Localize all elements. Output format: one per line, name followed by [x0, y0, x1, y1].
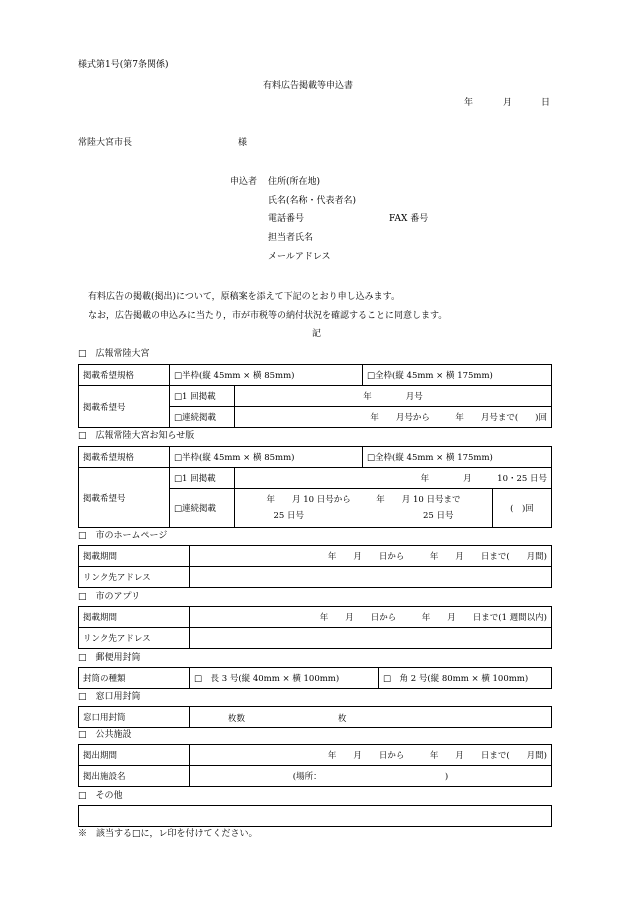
section-title-other: □ その他	[78, 791, 123, 801]
homepage-link-label: リンク先アドレス	[79, 567, 190, 588]
window-count-unit: 枚	[338, 714, 347, 724]
footer-note: ※ 該当する□に，レ印を付けてください。	[78, 829, 258, 839]
koho-full-option[interactable]: □全枠(縦 45mm × 横 175mm)	[363, 365, 552, 386]
envelope-type-label: 封筒の種類	[79, 668, 190, 689]
date-day: 日	[541, 98, 551, 108]
homepage-period-value[interactable]: 年 月 日から 年 月 日まで( 月間)	[190, 546, 552, 567]
koho-once-option[interactable]: □1 回掲載	[170, 386, 235, 407]
koho-cont-value[interactable]: 年 月号から 年 月号まで( )回	[235, 407, 552, 428]
window-label: 窓口用封筒	[79, 707, 190, 728]
applicant-email: メールアドレス	[268, 252, 331, 262]
addressee: 常陸大宮市長	[78, 138, 133, 148]
homepage-period-label: 掲載期間	[79, 546, 190, 567]
envelope-option-naga3[interactable]: □ 長 3 号(縦 40mm × 横 100mm)	[190, 668, 379, 689]
other-table	[78, 805, 552, 827]
koho-once-value[interactable]: 年 月号	[235, 386, 552, 407]
facility-name-label: 掲出施設名	[79, 766, 190, 787]
oshirase-cont-count[interactable]: ( )回	[493, 489, 552, 528]
applicant-label: 申込者	[230, 177, 258, 187]
homepage-link-input[interactable]	[190, 567, 552, 588]
addressee-suffix: 様	[238, 138, 248, 148]
date-year: 年	[464, 98, 474, 108]
window-count-label: 枚数	[228, 714, 246, 724]
app-table	[78, 606, 552, 649]
applicant-address: 住所(所在地)	[268, 177, 321, 187]
applicant-name: 氏名(名称・代表者名)	[268, 196, 357, 206]
oshirase-table	[78, 446, 552, 528]
envelope-table	[78, 667, 552, 689]
app-link-label: リンク先アドレス	[79, 628, 190, 649]
oshirase-once-option[interactable]: □1 回掲載	[170, 468, 235, 489]
facility-period-value[interactable]: 年 月 日から 年 月 日まで( 月間)	[190, 745, 552, 766]
oshirase-half-option[interactable]: □半枠(縦 45mm × 横 85mm)	[170, 447, 363, 468]
facility-period-label: 掲出期間	[79, 745, 190, 766]
facility-table	[78, 744, 552, 787]
section-title-koho: □ 広報常陸大宮	[78, 349, 150, 359]
koho-size-label: 掲載希望規格	[79, 365, 170, 386]
body-paragraph-1: 有料広告の掲載(掲出)について，原稿案を添えて下記のとおり申し込みます。	[88, 292, 400, 302]
date-month: 月	[503, 98, 513, 108]
facility-place-value[interactable]: (場所： )	[190, 766, 552, 787]
other-input[interactable]	[79, 806, 552, 827]
homepage-table	[78, 545, 552, 588]
section-title-app: □ 市のアプリ	[78, 592, 141, 602]
oshirase-cont-line-2: 25 日号 25 日号	[273, 511, 454, 521]
oshirase-size-label: 掲載希望規格	[79, 447, 170, 468]
body-paragraph-2: なお，広告掲載の申込みに当たり，市が市税等の納付状況を確認することに同意します。	[88, 311, 448, 321]
app-period-label: 掲載期間	[79, 607, 190, 628]
section-title-homepage: □ 市のホームページ	[78, 531, 168, 541]
oshirase-cont-value[interactable]	[235, 489, 493, 528]
oshirase-cont-option[interactable]: □連続掲載	[170, 489, 235, 528]
ki-heading: 記	[312, 329, 322, 339]
oshirase-issue-label: 掲載希望号	[79, 468, 170, 528]
section-title-facility: □ 公共施設	[78, 730, 132, 740]
koho-half-option[interactable]: □半枠(縦 45mm × 横 85mm)	[170, 365, 363, 386]
section-title-window: □ 窓口用封筒	[78, 692, 141, 702]
envelope-option-kaku2[interactable]: □ 角 2 号(縦 80mm × 横 100mm)	[379, 668, 552, 689]
oshirase-once-value[interactable]: 年 月 10・25 日号	[235, 468, 552, 489]
koho-cont-option[interactable]: □連続掲載	[170, 407, 235, 428]
form-title: 有料広告掲載等申込書	[263, 81, 354, 91]
app-link-input[interactable]	[190, 628, 552, 649]
window-table	[78, 706, 552, 728]
app-period-value[interactable]: 年 月 日から 年 月 日まで(1 週間以内)	[190, 607, 552, 628]
form-number: 様式第1号(第7条関係)	[78, 60, 169, 70]
koho-table	[78, 364, 552, 428]
applicant-contact: 担当者氏名	[268, 233, 314, 243]
oshirase-cont-line-1: 年 月 10 日号から 年 月 10 日号まで	[266, 494, 461, 505]
section-title-oshirase: □ 広報常陸大宮お知らせ版	[78, 431, 195, 441]
section-title-envelope: □ 郵便用封筒	[78, 653, 141, 663]
oshirase-full-option[interactable]: □全枠(縦 45mm × 横 175mm)	[363, 447, 552, 468]
window-count-field[interactable]	[190, 707, 552, 728]
applicant-phone: 電話番号	[268, 214, 305, 224]
applicant-fax: FAX 番号	[389, 214, 429, 224]
koho-issue-label: 掲載希望号	[79, 386, 170, 428]
